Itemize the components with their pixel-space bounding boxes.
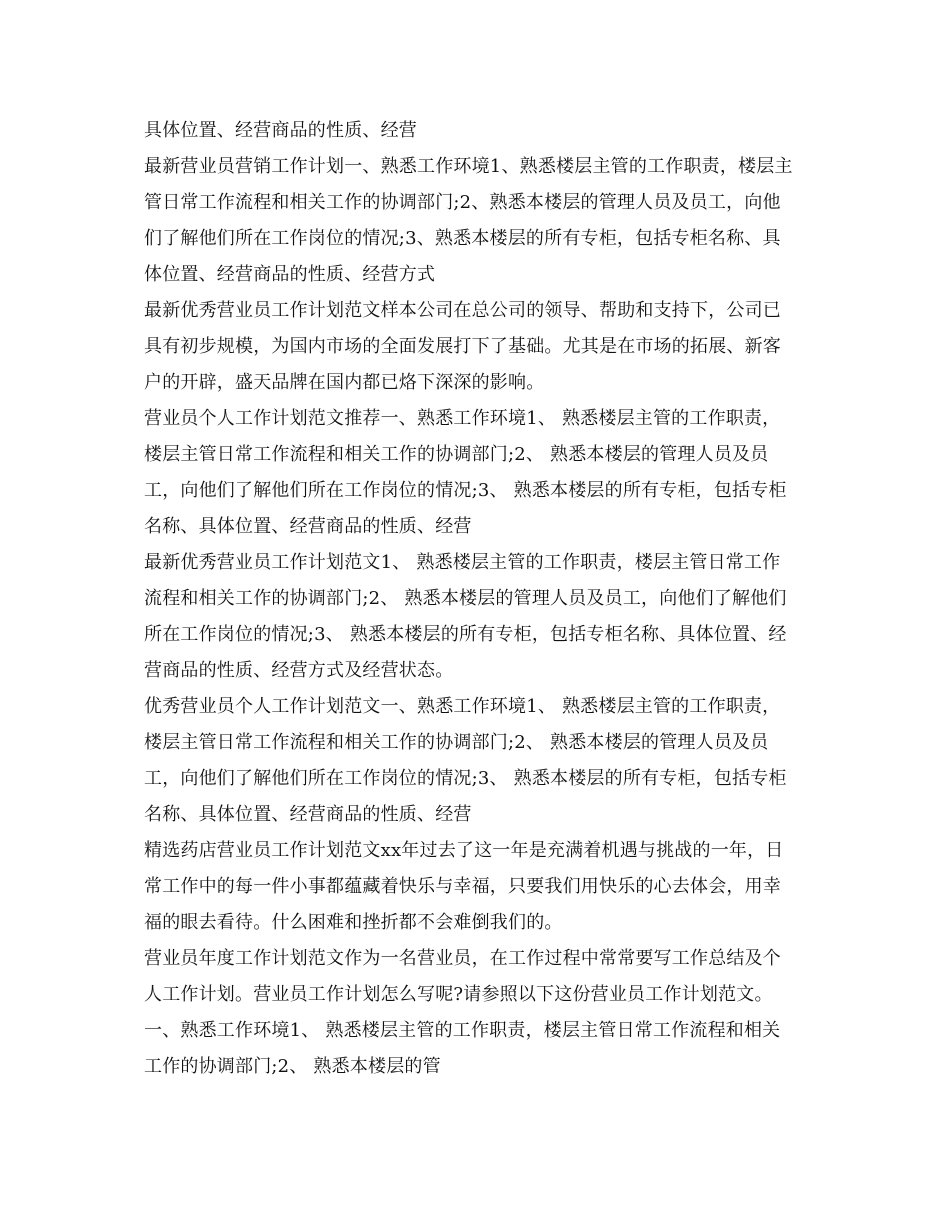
text-line: 具体位置、经营商品的性质、经营: [144, 120, 417, 141]
text-line: 营业员个人工作计划范文推荐一、熟悉工作环境1、 熟悉楼层主管的工作职责，: [144, 408, 781, 429]
text-line: 们了解他们所在工作岗位的情况;3、熟悉本楼层的所有专柜，包括专柜名称、具: [144, 228, 781, 249]
text-line: 精选药店营业员工作计划范文xx年过去了这一年是充满着机遇与挑战的一年，日: [144, 840, 784, 861]
text-line: 最新营业员营销工作计划一、熟悉工作环境1、熟悉楼层主管的工作职责，楼层主: [144, 156, 793, 177]
text-line: 户的开辟，盛天品牌在国内都已烙下深深的影响。: [144, 372, 545, 393]
text-line: 名称、具体位置、经营商品的性质、经营: [144, 516, 472, 537]
text-line: 常工作中的每一件小事都蕴藏着快乐与幸福，只要我们用快乐的心去体会，用幸: [144, 876, 781, 897]
text-line: 一、熟悉工作环境1、 熟悉楼层主管的工作职责，楼层主管日常工作流程和相关: [144, 1020, 781, 1041]
text-line: 工作的协调部门;2、 熟悉本楼层的管: [144, 1056, 441, 1077]
text-line: 最新优秀营业员工作计划范文样本公司在总公司的领导、帮助和支持下，公司已: [144, 300, 781, 321]
text-line: 人工作计划。营业员工作计划怎么写呢?请参照以下这份营业员工作计划范文。: [144, 984, 773, 1005]
text-line: 体位置、经营商品的性质、经营方式: [144, 264, 436, 285]
text-line: 最新优秀营业员工作计划范文1、 熟悉楼层主管的工作职责，楼层主管日常工作: [144, 552, 781, 573]
text-line: 楼层主管日常工作流程和相关工作的协调部门;2、 熟悉本楼层的管理人员及员: [144, 732, 769, 753]
text-line: 楼层主管日常工作流程和相关工作的协调部门;2、 熟悉本楼层的管理人员及员: [144, 444, 769, 465]
text-line: 所在工作岗位的情况;3、 熟悉本楼层的所有专柜，包括专柜名称、具体位置、经: [144, 624, 787, 645]
text-line: 福的眼去看待。什么困难和挫折都不会难倒我们的。: [144, 912, 563, 933]
document-page: [144, 113, 814, 1085]
text-line: 工，向他们了解他们所在工作岗位的情况;3、 熟悉本楼层的所有专柜，包括专柜: [144, 480, 787, 501]
text-line: 流程和相关工作的协调部门;2、 熟悉本楼层的管理人员及员工，向他们了解他们: [144, 588, 787, 609]
document-body: [144, 113, 814, 1085]
text-line: 工，向他们了解他们所在工作岗位的情况;3、 熟悉本楼层的所有专柜，包括专柜: [144, 768, 787, 789]
text-line: 具有初步规模，为国内市场的全面发展打下了基础。尤其是在市场的拓展、新客: [144, 336, 781, 357]
text-line: 优秀营业员个人工作计划范文一、熟悉工作环境1、 熟悉楼层主管的工作职责，: [144, 696, 781, 717]
text-line: 管日常工作流程和相关工作的协调部门;2、熟悉本楼层的管理人员及员工，向他: [144, 192, 781, 213]
text-line: 名称、具体位置、经营商品的性质、经营: [144, 804, 472, 825]
text-line: 营商品的性质、经营方式及经营状态。: [144, 660, 454, 681]
text-line: 营业员年度工作计划范文作为一名营业员，在工作过程中常常要写工作总结及个: [144, 948, 781, 969]
